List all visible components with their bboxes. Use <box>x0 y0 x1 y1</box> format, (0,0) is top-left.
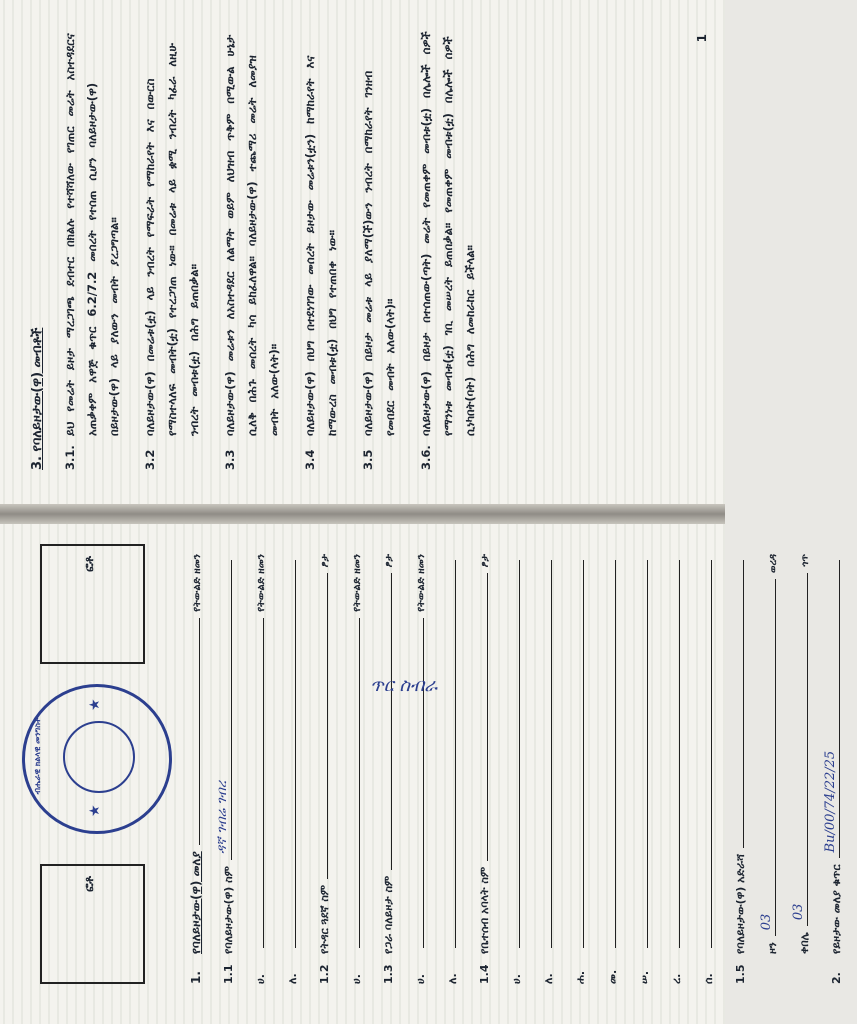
form-row-number: 1.1 <box>222 964 235 984</box>
clause <box>415 26 481 470</box>
form-row-number: ሰ. <box>702 973 715 984</box>
official-stamp <box>22 684 172 834</box>
form-row-number: 2. <box>830 972 843 984</box>
form-fill-line <box>761 579 776 936</box>
form-row <box>569 554 601 984</box>
section-title-text: 3. የባለይዞታው(ዋ) መብቶች <box>30 327 45 470</box>
form-row-number: ሀ. <box>350 974 363 984</box>
form-row <box>825 554 857 984</box>
form-row-label: የይዞታው መለያ ቁጥር <box>830 864 843 954</box>
left-page <box>0 524 843 1024</box>
form-fill-line <box>441 560 456 948</box>
form-row-label: የትዳር ጓደኛ ስም <box>318 884 331 954</box>
form-fill-line <box>281 560 296 948</box>
section-title <box>30 26 45 470</box>
form-row <box>281 554 313 984</box>
form-row <box>345 554 377 984</box>
form-fill-line <box>249 618 264 948</box>
form-row-tail-label: ጎጥ <box>800 554 811 567</box>
form-row-number: 1.4 <box>478 964 491 984</box>
handwritten-entry: 03 <box>791 903 806 921</box>
clause-number: 3.2 <box>143 449 157 470</box>
form-fill-line <box>377 573 392 869</box>
form-row <box>185 554 217 984</box>
form-row-label: የቤተሰብ አባላት ስም <box>478 866 491 954</box>
form-row-number: ረ. <box>670 973 683 984</box>
handwritten-entry: 03 <box>759 913 774 931</box>
holder-form <box>185 554 857 984</box>
form-row-label: የባለይዞታው(ዋ) መለያ <box>189 851 203 954</box>
form-row-tail-label: ፆታ <box>320 554 331 568</box>
photo-label-2: ፎቶ <box>82 556 96 572</box>
handwritten-entry: ዳኛ ገብሬ ገብረ <box>215 780 230 855</box>
clause-number: 3.5 <box>361 449 375 470</box>
handwritten-entry: Bu/00/74/22/25 <box>823 750 838 853</box>
form-row <box>537 554 569 984</box>
clause <box>219 26 285 470</box>
form-row-number: ለ. <box>286 973 299 984</box>
page-number: 1 <box>695 34 709 43</box>
form-row-tail-label: የትውልድ ዘመን <box>256 554 267 612</box>
clauses-list <box>59 26 481 470</box>
form-row-number: ሠ. <box>638 970 651 984</box>
clause-text: ባለይዞታው(ዋ) በይዞታ በተሰጠው(ጣት) መሬት የመጠቀም መብቱ(ቷ) በሌሎች ሰዎች የማንነቱ መብቱ(ቷ) ገቢ መሠረት ይጠበቃል። የመጠቀም መብቱ(ቷ) በሌሎች ሰዎች ሲነካበት(ባት) በሕግ ለመከራከር ይችላል። <box>419 31 477 436</box>
form-row <box>441 554 473 984</box>
clause <box>59 26 125 470</box>
form-row-number: ለ. <box>446 973 459 984</box>
form-row <box>633 554 665 984</box>
clause-number: 3.6. <box>419 445 433 470</box>
form-row <box>697 554 729 984</box>
form-row <box>601 554 633 984</box>
form-row-number: 1.3 <box>382 964 395 984</box>
form-row-number: መ. <box>606 969 619 984</box>
form-fill-line <box>313 573 328 879</box>
star-icon: ★ <box>87 698 103 711</box>
clause-number: 3.3 <box>223 449 237 470</box>
form-row-label: የጋራ ባለይዞታ ስም <box>382 875 395 954</box>
form-row <box>761 554 793 984</box>
form-row <box>505 554 537 984</box>
form-row-label: የባለይዞታው(ዋ) አድራሻ <box>734 854 747 954</box>
form-fill-line <box>185 618 200 846</box>
form-row-number: ሀ. <box>414 974 427 984</box>
clause-number: 3.4 <box>303 449 317 470</box>
form-row <box>313 554 345 984</box>
clause <box>139 26 205 470</box>
form-fill-line <box>505 560 520 948</box>
stamp-inner-ring <box>63 721 135 793</box>
photo-label-1: ፎቶ <box>82 876 96 892</box>
book-gutter <box>0 504 725 524</box>
clause-text: ባለይዞታው(ዋ) በመሬቱ(ቷ) ላይ ንብረት የማፍራት የማከራየት እና በውርስ የማስተላለፍ መብት(ቷ) የተረጋገጠ ነው። በመሬቱ ላይ ቋሚ ንብረት ካፈራ ለዚሁ ንብረት መብቱ(ቷ) በሕግ ይጠበቃል። <box>143 43 201 436</box>
form-row <box>217 554 249 984</box>
form-row-number: ለ. <box>542 973 555 984</box>
form-row-tail-label: የትውልድ ዘመን <box>416 554 427 612</box>
form-row-tail-label: ፆታ <box>384 554 395 568</box>
form-row <box>665 554 697 984</box>
form-row-tail-label: ወረዳ <box>768 554 779 573</box>
form-row-tail-label: የትውልድ ዘመን <box>352 554 363 612</box>
form-row-number: ሀ. <box>254 974 267 984</box>
clause-text: ባለይዞታው(ዋ) በይዞታ መሬቱ ላይ ያለማ(ች)ውን ንብረት በማከራየት ገንዘብ የመበደር መብት አለው(ላት)። <box>361 70 397 436</box>
form-row-tail-label: የትውልድ ዘመን <box>192 554 203 612</box>
form-fill-line <box>665 560 680 948</box>
form-fill-line <box>409 618 424 948</box>
form-fill-line <box>217 560 232 860</box>
form-row <box>473 554 505 984</box>
form-row-tail-label: ፆታ <box>480 554 491 568</box>
photo-box-1 <box>40 864 145 984</box>
handwritten-note: ጥር ስብራ <box>370 675 438 696</box>
photo-box-2 <box>40 544 145 664</box>
form-fill-line <box>793 573 808 927</box>
right-page <box>0 0 725 504</box>
clause-text: ባለይዞታው(ዋ) መሬቱን ለአስተዳደር ለልማት ወይም ለህዝብ ጥቅም በሚውል ሁኔታ ሲለቅ በሕጉ መሰረት ካሳ ይከፈለዋል። ባለይዞታው(ዋ) ተጨማሪ መሬት ለመያዝ መብት አለው(ላት)። <box>223 34 281 436</box>
stamp-text: ብሔራዊ ክልላዊ መንግስት <box>33 717 42 795</box>
form-fill-line <box>825 560 840 858</box>
form-fill-line <box>601 560 616 948</box>
form-row-label: የባለይዞታው(ዋ) ስም <box>222 866 235 954</box>
form-row-number: ሐ. <box>574 970 587 984</box>
form-row <box>249 554 281 984</box>
form-row-number: 1.5 <box>734 964 747 984</box>
clause-text: ይህ የመሬት ይዞታ ማረጋገጫ ደብተር በክልሉ የተሻሻለው የገጠር መሬት አስተዳደርና አጠቃቀም አዋጅ ቁጥር 6.2/7.2 መሰረት የተሰጠ ሲሆን ባለይዞታው(ዋ) በይዞታው(ዋ) ላይ ያለውን መብት ያረጋግጣል። <box>63 33 121 436</box>
clause <box>299 26 343 470</box>
form-row-label: ቀበሌ <box>798 932 811 954</box>
form-row-number: ሀ. <box>510 974 523 984</box>
form-row <box>409 554 441 984</box>
star-icon: ★ <box>87 804 103 817</box>
form-row-number: 1.2 <box>318 964 331 984</box>
clause-number: 3.1. <box>63 445 77 470</box>
form-fill-line <box>537 560 552 948</box>
form-fill-line <box>729 560 744 848</box>
form-row <box>729 554 761 984</box>
form-row <box>377 554 409 984</box>
form-fill-line <box>633 560 648 948</box>
form-fill-line <box>697 560 712 948</box>
form-fill-line <box>473 573 488 861</box>
clause-text: ባለይዞታው(ዋ) በህግ በተደነገገው መሰረት ይዞታው መሬቱን(ቷን) ከማከራየት እና ከማውረስ መብቱ(ቷ) በህግ የተጠበቀ ነው። <box>303 55 339 436</box>
form-row <box>793 554 825 984</box>
photo-stamp-row <box>33 554 165 984</box>
form-row-label: ዞን <box>766 942 779 954</box>
clause <box>357 26 401 470</box>
form-fill-line <box>345 618 360 948</box>
form-fill-line <box>569 560 584 948</box>
form-row-number: 1. <box>189 971 203 984</box>
